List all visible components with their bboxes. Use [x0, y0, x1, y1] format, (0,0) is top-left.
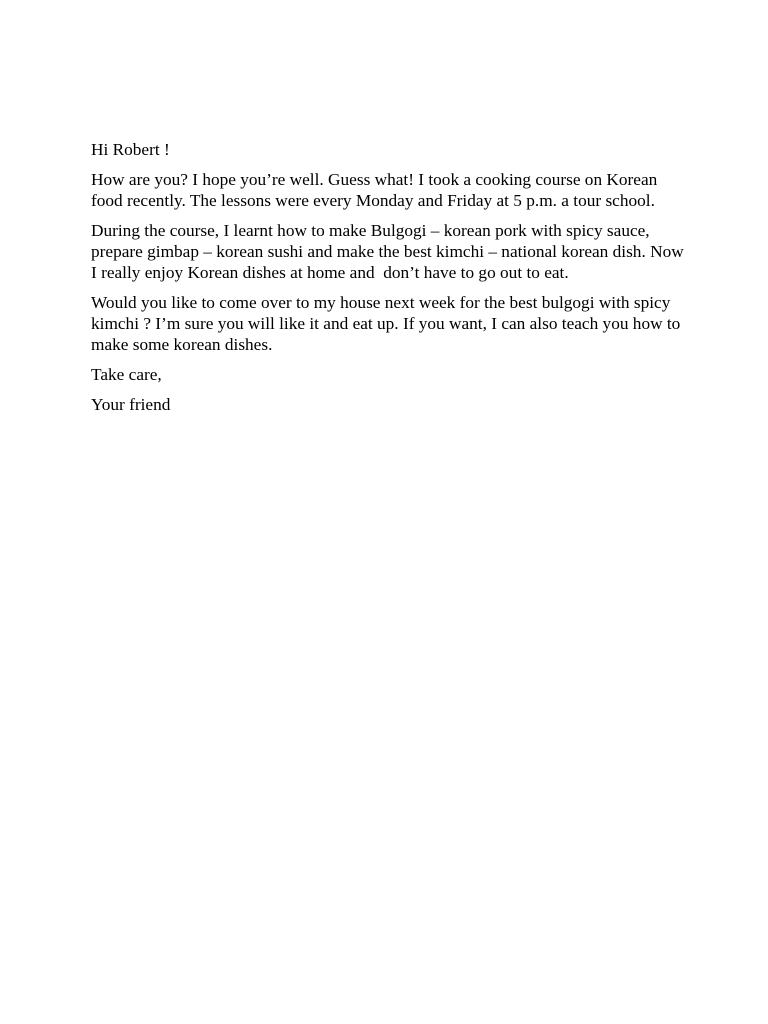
signature: Your friend [91, 395, 171, 414]
closing: Take care, [91, 365, 162, 384]
letter-body [91, 139, 691, 424]
paragraph-intro: How are you? I hope you’re well. Guess what! I took a cooking course on Korean food recently. The lessons were every Monday and Friday at 5 p.m. a tour school. [91, 170, 662, 210]
paragraph-course: During the course, I learnt how to make Bulgogi – korean pork with spicy sauce, prepare gimbap – korean sushi and make the best kimchi – national korean dish. Now I really enjoy Korean dishes at home and don’t have to go out to eat. [91, 221, 689, 282]
paragraph-invitation: Would you like to come over to my house next week for the best bulgogi with spicy kimchi ? I’m sure you will like it and eat up. If you want, I can also teach you how to make some korean dishes. [91, 293, 685, 354]
greeting: Hi Robert ! [91, 140, 170, 159]
